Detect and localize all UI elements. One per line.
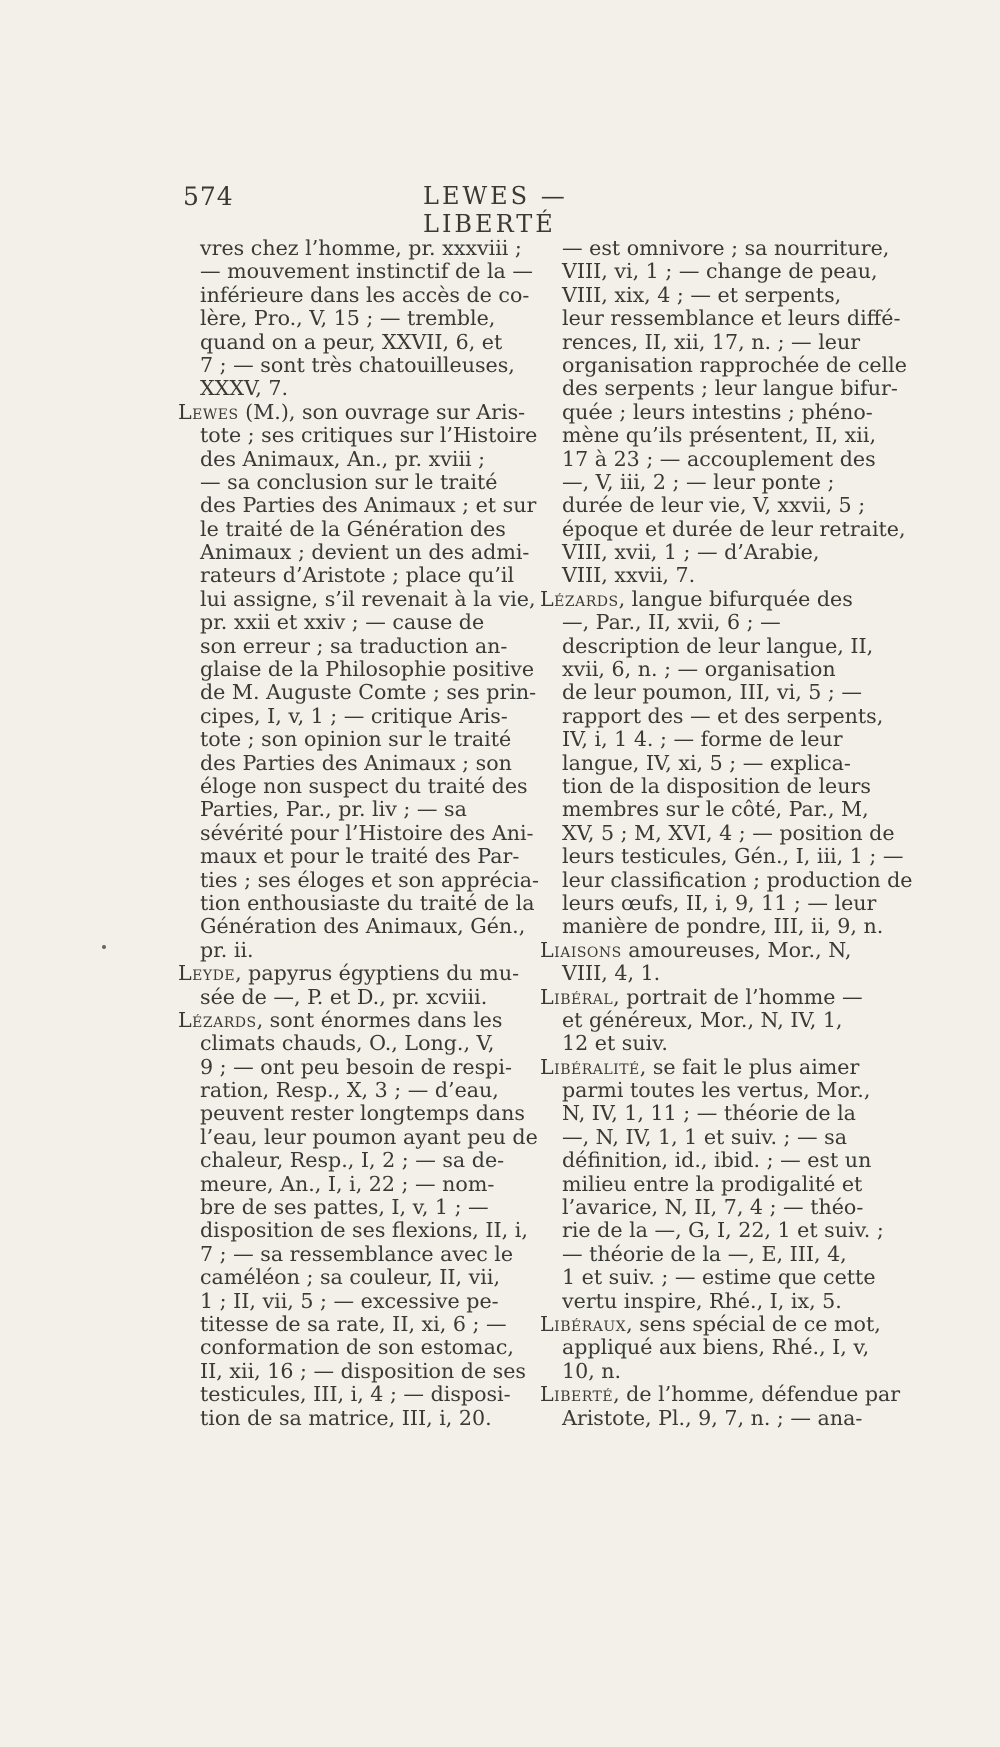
- index-line: [540, 1243, 880, 1266]
- entry-text: membres sur le côté, Par., M,: [562, 797, 869, 822]
- entry-text: II, xii, 16 ; — disposition de ses: [200, 1358, 527, 1383]
- entry-headword: Lewes: [178, 399, 239, 424]
- entry-text: — est omnivore ; sa nourriture,: [562, 236, 890, 260]
- index-line: [178, 448, 510, 471]
- page-header: [183, 182, 653, 238]
- entry-text: durée de leur vie, V, xxvii, 5 ;: [562, 493, 866, 518]
- index-line: [540, 986, 880, 1009]
- entry-text: pr. xxii et xxiv ; — cause de: [200, 610, 485, 635]
- index-line: [540, 236, 890, 260]
- index-line: [178, 657, 535, 682]
- index-line: [178, 1009, 510, 1032]
- index-line: [178, 1313, 510, 1336]
- index-line: [178, 1358, 527, 1383]
- index-line: [178, 471, 510, 494]
- entry-text: Génération des Animaux, Gén.,: [200, 914, 526, 939]
- index-line: [540, 376, 898, 401]
- index-line: [540, 635, 880, 658]
- index-line: [178, 1196, 510, 1219]
- entry-text: milieu entre la prodigalité et: [562, 1171, 863, 1196]
- entry-text: quée ; leurs intestins ; phéno-: [562, 399, 873, 424]
- index-line: [540, 564, 880, 587]
- index-line: [540, 331, 880, 354]
- index-line: [540, 1360, 880, 1383]
- entry-text: amoureuses, Mor., N,: [621, 937, 852, 962]
- index-line: [540, 588, 880, 611]
- entry-text: caméléon ; sa couleur, II, vii,: [200, 1265, 501, 1290]
- index-line: [540, 939, 880, 962]
- index-line: [540, 1196, 880, 1219]
- entry-text: appliqué aux biens, Rhé., I, v,: [562, 1335, 870, 1360]
- index-line: [540, 1126, 880, 1149]
- index-line: [178, 493, 537, 518]
- index-line: [178, 1407, 510, 1430]
- entry-text: — mouvement instinctif de la —: [200, 259, 533, 284]
- entry-headword: Lézards: [178, 1007, 257, 1032]
- entry-text: peuvent rester longtemps dans: [200, 1101, 526, 1126]
- index-line: [178, 752, 510, 775]
- entry-headword: Liberté: [540, 1382, 614, 1407]
- index-line: [540, 820, 895, 845]
- index-line: [178, 1079, 510, 1102]
- entry-text: leurs testicules, Gén., I, iii, 1 ; —: [562, 844, 904, 869]
- entry-text: vertu inspire, Rhé., I, ix, 5.: [562, 1288, 842, 1313]
- entry-text: mène qu’ils présentent, II, xii,: [562, 423, 877, 448]
- index-line: [540, 424, 880, 447]
- entry-text: leurs œufs, II, i, 9, 11 ; — leur: [562, 890, 877, 915]
- entry-text: sévérité pour l’Histoire des Ani-: [200, 820, 534, 845]
- entry-text: 7 ; — sa ressemblance avec le: [200, 1241, 514, 1266]
- entry-text: rie de la —, G, I, 22, 1 et suiv. ;: [562, 1218, 884, 1243]
- entry-text: tion de la disposition de leurs: [562, 773, 871, 798]
- entry-text: climats chauds, O., Long., V,: [200, 1031, 495, 1056]
- index-line: [540, 1290, 880, 1313]
- index-line: [540, 541, 880, 564]
- entry-text: 17 à 23 ; — accouplement des: [562, 446, 876, 471]
- entry-text: l’eau, leur poumon ayant peu de: [200, 1124, 538, 1149]
- entry-text: 12 et suiv.: [562, 1031, 668, 1056]
- index-line: [178, 867, 539, 892]
- index-line: [178, 773, 528, 798]
- entry-headword: Libéraux: [540, 1311, 627, 1336]
- entry-text: titesse de sa rate, II, xi, 6 ; —: [200, 1311, 507, 1336]
- entry-text: cipes, I, v, 1 ; — critique Aris-: [200, 703, 508, 728]
- entry-text: 7 ; — sont très chatouilleuses,: [200, 352, 515, 377]
- entry-text: le traité de la Génération des: [200, 516, 506, 541]
- entry-text: disposition de ses flexions, II, i,: [200, 1218, 528, 1243]
- entry-text: 9 ; — ont peu besoin de respi-: [200, 1054, 512, 1079]
- index-line: [178, 1032, 510, 1055]
- entry-text: rateurs d’Aristote ; place qu’il: [200, 563, 515, 588]
- entry-headword: Liaisons: [540, 937, 622, 962]
- entry-text: testicules, III, i, 4 ; — disposi-: [200, 1382, 511, 1407]
- index-line: [540, 962, 880, 985]
- index-line: [540, 1032, 880, 1055]
- entry-text: VIII, xix, 4 ; — et serpents,: [562, 282, 842, 307]
- entry-text: , de l’homme, défendue par: [613, 1382, 901, 1407]
- index-line: [178, 728, 510, 751]
- index-line: [540, 1102, 880, 1125]
- entry-text: IV, i, 1 4. ; — forme de leur: [562, 727, 843, 752]
- index-line: [178, 961, 520, 986]
- index-line: [178, 1383, 510, 1406]
- entry-text: organisation rapprochée de celle: [562, 352, 907, 377]
- index-line: [540, 752, 880, 775]
- entry-text: époque et durée de leur retraite,: [562, 516, 906, 541]
- index-line: [178, 939, 510, 962]
- index-line: [540, 471, 880, 494]
- entry-text: description de leur langue, II,: [562, 633, 874, 658]
- entry-text: , sens spécial de ce mot,: [626, 1311, 881, 1336]
- index-line: [178, 236, 522, 260]
- entry-text: Aristote, Pl., 9, 7, n. ; — ana-: [562, 1405, 863, 1430]
- index-line: [540, 1149, 880, 1172]
- index-line: [540, 728, 880, 751]
- index-line: [540, 1218, 884, 1243]
- entry-text: de M. Auguste Comte ; ses prin-: [200, 680, 537, 705]
- index-line: [540, 306, 901, 331]
- index-line: [178, 635, 510, 658]
- index-line: [540, 1079, 880, 1102]
- entry-text: de leur poumon, III, vi, 5 ; —: [562, 680, 863, 705]
- index-line: [178, 586, 536, 611]
- entry-text: éloge non suspect du traité des: [200, 773, 528, 798]
- index-line: [540, 703, 884, 728]
- entry-text: sée de —, P. et D., pr. xcviii.: [200, 984, 488, 1009]
- index-line: [540, 516, 906, 541]
- index-line: [540, 1173, 880, 1196]
- entry-text: tion enthousiaste du traité de la: [200, 890, 535, 915]
- index-line: [178, 1290, 510, 1313]
- index-line: [178, 518, 510, 541]
- entry-text: vres chez l’homme, pr. xxxviii ;: [200, 236, 522, 260]
- entry-text: chaleur, Resp., I, 2 ; — sa de-: [200, 1148, 505, 1173]
- index-line: [540, 611, 880, 634]
- entry-text: rences, II, xii, 17, n. ; — leur: [562, 329, 861, 354]
- index-line: [540, 401, 880, 424]
- entry-text: meure, An., I, i, 22 ; — nom-: [200, 1171, 495, 1196]
- entry-text: 1 et suiv. ; — estime que cette: [562, 1265, 876, 1290]
- index-line: [540, 1266, 880, 1289]
- entry-text: parmi toutes les vertus, Mor.,: [562, 1078, 871, 1103]
- index-line: [178, 1218, 528, 1243]
- entry-headword: Libéralité: [540, 1054, 640, 1079]
- entry-text: bre de ses pattes, I, v, 1 ; —: [200, 1195, 489, 1220]
- index-line: [178, 282, 530, 307]
- index-line: [540, 658, 880, 681]
- entry-text: des Parties des Animaux ; son: [200, 750, 512, 775]
- entry-text: tote ; son opinion sur le traité: [200, 727, 512, 752]
- entry-text: —, V, iii, 2 ; — leur ponte ;: [562, 469, 835, 494]
- index-line: [178, 423, 538, 448]
- entry-text: , sont énormes dans les: [256, 1007, 503, 1032]
- index-line: [178, 563, 515, 588]
- entry-text: VIII, vi, 1 ; — change de peau,: [562, 259, 878, 284]
- entry-text: leur classification ; production de: [562, 867, 913, 892]
- index-line: [540, 1407, 880, 1430]
- index-line: [540, 1009, 880, 1032]
- entry-text: , papyrus égyptiens du mu-: [235, 961, 520, 986]
- index-line: [540, 1313, 880, 1336]
- entry-text: ration, Resp., X, 3 ; — d’eau,: [200, 1078, 499, 1103]
- entry-text: maux et pour le traité des Par-: [200, 844, 520, 869]
- index-line: [178, 307, 510, 330]
- index-line: [178, 352, 515, 377]
- entry-text: , langue bifurquée des: [618, 586, 853, 611]
- page-number: 574: [183, 182, 234, 211]
- index-line: [540, 1056, 880, 1079]
- entry-headword: Libéral: [540, 984, 614, 1009]
- entry-text: N, IV, 1, 11 ; — théorie de la: [562, 1101, 856, 1126]
- index-line: [178, 1149, 510, 1172]
- entry-text: des serpents ; leur langue bifur-: [562, 376, 898, 401]
- entry-text: 10, n.: [562, 1358, 622, 1383]
- entry-text: — théorie de la —, E, III, 4,: [562, 1241, 847, 1266]
- entry-text: VIII, xxvii, 7.: [562, 563, 696, 588]
- entry-text: —, N, IV, 1, 1 et suiv. ; — sa: [562, 1124, 848, 1149]
- entry-text: Animaux ; devient un des admi-: [200, 540, 530, 565]
- index-line: [540, 775, 880, 798]
- entry-text: tion de sa matrice, III, i, 20.: [200, 1405, 492, 1430]
- entry-text: —, Par., II, xvii, 6 ; —: [562, 610, 781, 635]
- index-line: [178, 259, 533, 284]
- index-line: [178, 611, 510, 634]
- entry-headword: Leyde: [178, 961, 236, 986]
- index-line: [178, 1124, 538, 1149]
- entry-text: conformation de son estomac,: [200, 1335, 514, 1360]
- index-line: [540, 914, 884, 939]
- entry-text: leur ressemblance et leurs diffé-: [562, 306, 901, 331]
- entry-text: inférieure dans les accès de co-: [200, 282, 530, 307]
- entry-text: (M.), son ouvrage sur Aris-: [238, 399, 526, 424]
- margin-mark: [102, 945, 106, 949]
- index-line: [178, 1335, 514, 1360]
- index-line: [540, 1336, 880, 1359]
- entry-text: XV, 5 ; M, XVI, 4 ; — position de: [562, 820, 895, 845]
- index-line: [540, 352, 907, 377]
- index-line: [178, 377, 510, 400]
- entry-text: tote ; ses critiques sur l’Histoire: [200, 423, 538, 448]
- entry-text: lère, Pro., V, 15 ; — tremble,: [200, 306, 496, 331]
- index-line: [178, 1101, 526, 1126]
- index-line: [540, 798, 880, 821]
- entry-headword: Lézards: [540, 586, 619, 611]
- index-line: [178, 798, 510, 821]
- entry-text: 1 ; II, vii, 5 ; — excessive pe-: [200, 1288, 499, 1313]
- entry-text: quand on a peur, XXVII, 6, et: [200, 329, 503, 354]
- entry-text: ties ; ses éloges et son apprécia-: [200, 867, 539, 892]
- index-line: [178, 820, 534, 845]
- index-line: [540, 260, 880, 283]
- running-title: LEWES — LIBERTÉ: [423, 182, 568, 238]
- index-line: [178, 540, 530, 565]
- entry-text: manière de pondre, III, ii, 9, n.: [562, 914, 884, 939]
- index-line: [178, 331, 510, 354]
- index-line: [540, 448, 880, 471]
- index-line: [540, 494, 880, 517]
- index-line: [178, 914, 526, 939]
- entry-text: rapport des — et des serpents,: [562, 703, 884, 728]
- index-line: [178, 1173, 510, 1196]
- index-line: [540, 867, 913, 892]
- entry-text: des Parties des Animaux ; et sur: [200, 493, 537, 518]
- entry-text: VIII, 4, 1.: [562, 961, 661, 986]
- entry-text: lui assigne, s’il revenait à la vie,: [200, 586, 536, 611]
- index-line: [540, 1382, 901, 1407]
- index-line: [540, 284, 880, 307]
- entry-text: , se fait le plus aimer: [639, 1054, 860, 1079]
- index-line: [540, 681, 880, 704]
- entry-text: VIII, xvii, 1 ; — d’Arabie,: [562, 540, 820, 565]
- entry-text: xvii, 6, n. ; — organisation: [562, 657, 836, 682]
- index-line: [540, 892, 880, 915]
- entry-text: — sa conclusion sur le traité: [200, 469, 498, 494]
- entry-text: et généreux, Mor., N, IV, 1,: [562, 1007, 843, 1032]
- entry-text: définition, id., ibid. ; — est un: [562, 1148, 872, 1173]
- right-column: [540, 236, 913, 1430]
- entry-text: son erreur ; sa traduction an-: [200, 633, 508, 658]
- index-line: [178, 844, 520, 869]
- index-line: [178, 986, 510, 1009]
- index-line: [178, 680, 537, 705]
- entry-text: glaise de la Philosophie positive: [200, 657, 535, 682]
- index-line: [540, 844, 904, 869]
- entry-text: XXXV, 7.: [200, 376, 288, 401]
- entry-text: Parties, Par., pr. liv ; — sa: [200, 797, 467, 822]
- index-line: [178, 399, 526, 424]
- index-line: [178, 1266, 510, 1289]
- index-line: [178, 1241, 514, 1266]
- index-line: [178, 1056, 510, 1079]
- index-line: [178, 890, 535, 915]
- entry-text: l’avarice, N, II, 7, 4 ; — théo-: [562, 1195, 864, 1220]
- entry-text: langue, IV, xi, 5 ; — explica-: [562, 750, 851, 775]
- entry-text: pr. ii.: [200, 937, 254, 962]
- index-line: [178, 705, 510, 728]
- entry-text: , portrait de l’homme —: [613, 984, 863, 1009]
- entry-text: des Animaux, An., pr. xviii ;: [200, 446, 486, 471]
- left-column: [178, 236, 539, 1430]
